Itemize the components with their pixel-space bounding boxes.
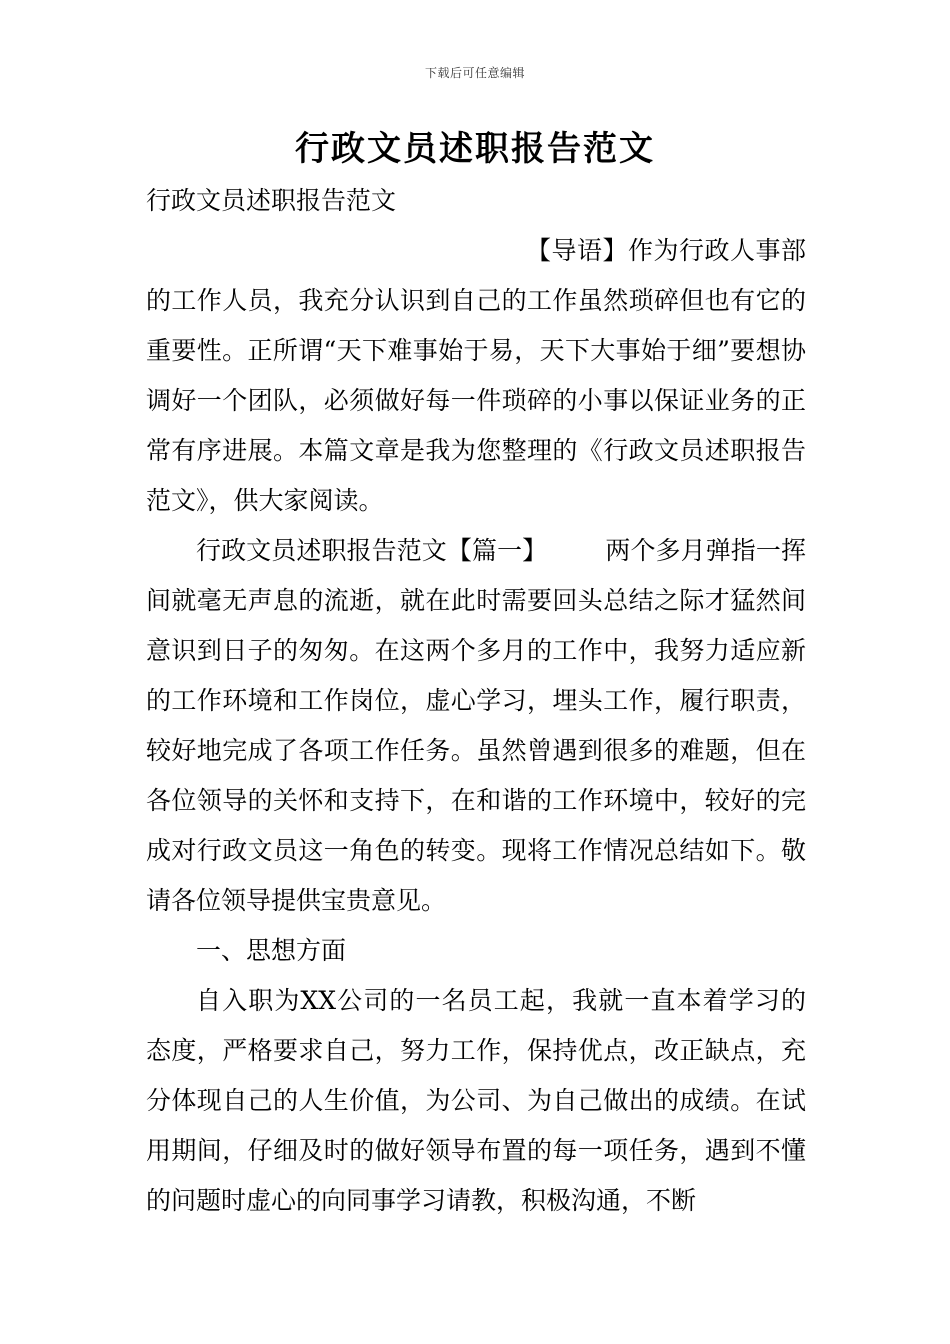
guide-paragraph: 【导语】作为行政人事部的工作人员，我充分认识到自己的工作虽然琐碎但也有它的重要性。正所谓“天下难事始于易，天下大事始于细”要想协调好一个团队，必须做好每一件琐碎的小事以保证业务的正常有序进展。本篇文章是我为您整理的《行政文员述职报告范文》，供大家阅读。 [146, 236, 806, 515]
section-one-heading: 行政文员述职报告范文【篇一】 [196, 536, 548, 565]
document-title: 行政文员述职报告范文 [295, 129, 655, 169]
document-subtitle: 行政文员述职报告范文 [146, 186, 397, 215]
document-body [146, 176, 806, 1226]
thought-paragraph: 自入职为XX公司的一名员工起，我就一直本着学习的态度，严格要求自己，努力工作，保持优点，改正缺点，充分体现自己的人生价值，为公司、为自己做出的成绩。在试用期间，仔细及时的做好领导布置的每一项任务，遇到不懂的问题时虚心的向同事学习请教，积极沟通，不断 [146, 986, 806, 1215]
section-one-paragraph [146, 526, 806, 926]
thought-heading: 一、思想方面 [196, 936, 347, 965]
section-one-text: 两个多月弹指一挥间就毫无声息的流逝，就在此时需要回头总结之际才猛然间意识到日子的匆匆。在这两个多月的工作中，我努力适应新的工作环境和工作岗位，虚心学习，埋头工作，履行职责，较好地完成了各项工作任务。虽然曾遇到很多的难题，但在各位领导的关怀和支持下，在和谐的工作环境中，较好的完成对行政文员这一角色的转变。现将工作情况总结如下。敬请各位领导提供宝贵意见。 [146, 536, 806, 915]
header-note: 下载后可任意编辑 [424, 66, 525, 80]
